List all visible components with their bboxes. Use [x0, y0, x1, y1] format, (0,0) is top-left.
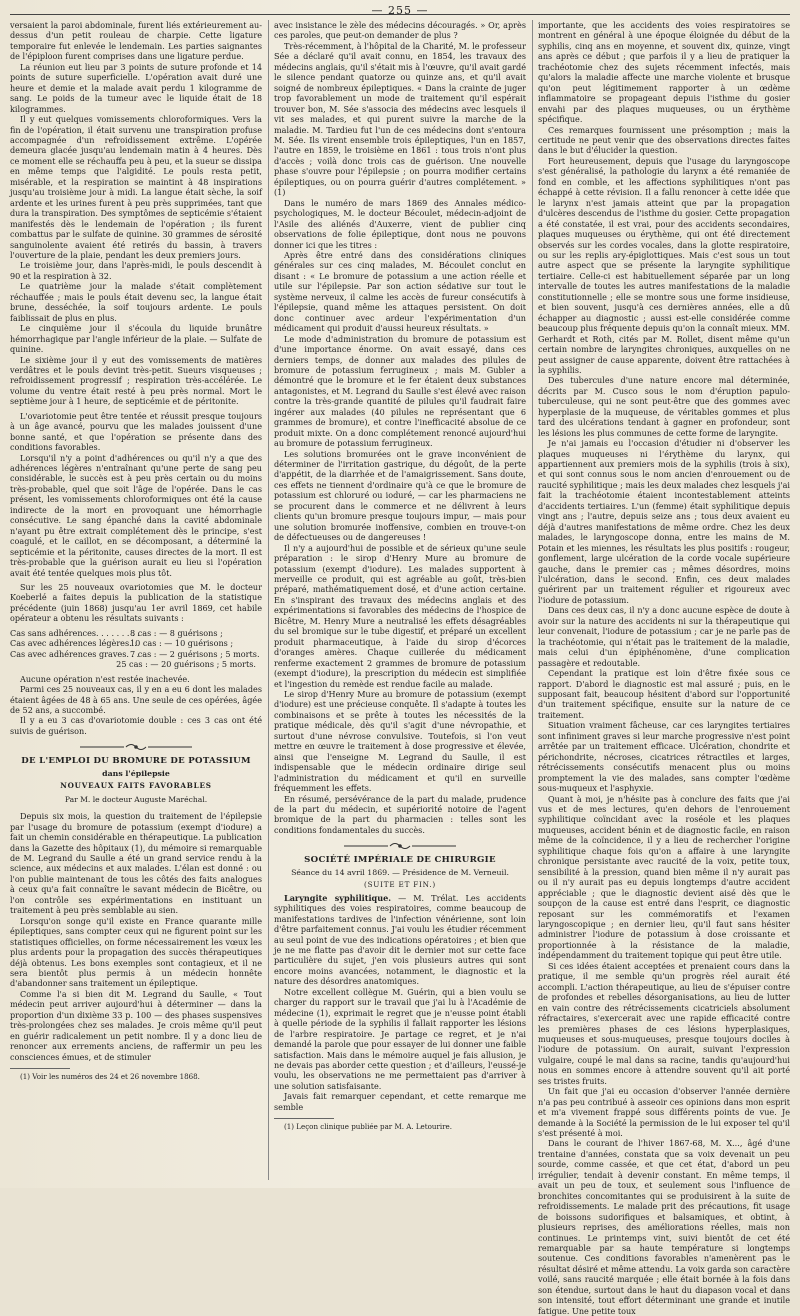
section-subtitle: dans l'épilepsie [102, 768, 170, 778]
column-divider [268, 20, 269, 1180]
section-title: SOCIÉTÉ IMPÉRIALE DE CHIRURGIE [304, 855, 496, 866]
paragraph: Le troisième jour, dans l'après-midi, le pouls descendit à 90 et la respiration à 32. [10, 260, 262, 281]
paragraph: Cependant la pratique est loin d'être fixée sous ce rapport. D'abord le diagnostic est mal assuré ; puis, en le supposant fait, beaucoup hésitent d'abord sur l'opportunité d'un traitement spécifique, ensuite sur la nature de ce traitement. [538, 668, 790, 720]
results-label: Cas avec adhérences graves. . . [10, 648, 140, 659]
lead-heading: Laryngite syphilitique. [284, 892, 392, 903]
section-subtitle: NOUVEAUX FAITS FAVORABLES [60, 781, 212, 791]
column-1 [10, 20, 262, 1180]
results-label: Cas avec adhérences légères. . [10, 638, 137, 649]
paragraph: Le cinquième jour il s'écoula du liquide brunâtre hémorrhagique par l'angle inférieur de la plaie. — Sulfate de quinine. [10, 323, 262, 355]
section-subtitle: (SUITE ET FIN.) [363, 880, 437, 890]
column-2 [274, 20, 526, 1180]
paragraph [274, 893, 526, 987]
paragraph: Ces remarques fournissent une présomption ; mais la certitude ne peut venir que des observations directes faites dans le but d'élucider la question. [538, 124, 790, 156]
paragraph: Le sirop d'Henry Mure au bromure de potassium (exempt d'iodure) est une précieuse conquête. Il s'adapte à toutes les combinaisons et se prête à toutes les nécessités de la pratique médicale, dès qu'il s'agit d'une névropathie, et surtout d'une névrose convulsive. Toutefois, si l'on veut mettre en œuvre le traitement à dose progressive et élevée, ainsi que l'enseigne M. Legrand du Saulle, il est indispensable que le médecin ordinaire dirige seul l'administration du médicament et qu'il en surveille fréquemment les effets. [274, 689, 526, 794]
results-value: 7 cas : — 2 guérisons ; 5 morts. [130, 648, 260, 659]
footnote-rule [274, 1118, 334, 1119]
paragraph: Les solutions bromurées ont le grave inconvénient de déterminer de l'irritation gastrique, du dégoût, de la perte d'appétit, de la diarrhée et de l'amaigrissement. Sans doute, ces effets ne tiennent d'ordinaire qu'à ce que le bromure de potassium est chloruré ou ioduré, — car les pharmaciens ne se procurent dans le commerce et ne délivrent à leurs clients qu'un bromure presque toujours impur, — mais pour une solution bromurée inoffensive, combien en trouve-t-on de défectueuses ou de dangereuses ! [274, 448, 526, 543]
results-total: 25 cas : — 20 guérisons ; 5 morts. [116, 659, 256, 670]
paragraph: Dans le numéro de mars 1869 des Annales médico-psychologiques, M. le docteur Bécoulet, médecin-adjoint de l'Asile des aliénés d'Auxerre, vient de publier cinq observations de folie épileptique, dont nous ne pouvons donner ici que les titres : [274, 197, 526, 250]
results-value: 10 cas : — 10 guérisons ; [130, 638, 234, 649]
paragraph: avec insistance le zèle des médecins découragés. » Or, après ces paroles, que peut-on demander de plus ? [274, 20, 526, 41]
paragraph: Il y a eu 3 cas d'ovariotomie double : ces 3 cas ont été suivis de guérison. [10, 715, 262, 736]
paragraph: L'ovariotomie peut être tentée et réussit presque toujours à un âge avancé, pourvu que les malades jouissent d'une bonne santé, et que l'opération se présente dans des conditions favorables. [10, 410, 262, 453]
paragraph: Lorsqu'il n'y a point d'adhérences ou qu'il n'y a que des adhérences légères n'entraînant qu'une perte de sang peu considérable, le succès est à peu près certain ou du moins très-probable, quel que soit l'âge de l'opérée. Dans le cas présent, les vomissements chloroformiques ont été la cause indirecte de la mort en provoquant une hémorrhagie consécutive. Le sang épanché dans la cavité abdominale n'ayant pu être extrait complétement dès le principe, s'est coagulé, et le caillot, en se décomposant, a déterminé la septicémie et la péritonite, causes directes de la mort. Il est très-probable que la guérison aurait eu lieu si l'opération avait été tentée quelques mois plus tôt. [10, 452, 262, 578]
paragraph: Le mode d'administration du bromure de potassium est d'une importance énorme. On avait essayé, dans ces derniers temps, de donner aux malades des pilules de bromure de potassium ferrugineux ; mais M. Gubler a démontré que le bromure et le fer étaient deux substances antagonistes, et M. Legrand du Saulle s'est élevé avec raison contre la très-grande quantité de pilules qu'il faudrait faire ingérer aux malades (40 pilules ne représentant que 6 grammes de bromure), et contre l'inefficacité absolue de ce produit mixte. On a donc complétement renoncé aujourd'hui au bromure de potassium ferrugineux. [274, 333, 526, 449]
section-ornament [10, 742, 262, 752]
page-number: — 255 — [371, 4, 429, 17]
paragraph: Des tubercules d'une nature encore mal déterminée, décrits par M. Cusco sous le nom d'éruption papulo-tuberculeuse, qui ne sont peut-être que des gommes avec hyperplasie de la muqueuse, de véritables gommes et plus tard des ulcérations tendant à gagner en profondeur, sont les lésions les plus communes de cette forme de laryngite. [538, 375, 790, 438]
paragraph: versaient la paroi abdominale, furent liés extérieurement au-dessus d'un petit rouleau de charpie. Cette ligature temporaire fut enlevée le lendemain. Les parties saignantes de l'épiploon furent comprises dans une ligature perdue. [10, 20, 262, 62]
header-rule [10, 14, 790, 15]
section-title: DE L'EMPLOI DU BROMURE DE POTASSIUM [21, 756, 251, 767]
paragraph: Après être entré dans des considérations cliniques générales sur ces cinq malades, M. Bécoulet conclut en disant : « Le bromure de potassium a une action réelle et utile sur l'épilepsie. Par son action sédative sur tout le système nerveux, il calme les accès de fureur consécutifs à l'épilepsie, quand même les attaques persistent. On doit donc continuer avec ardeur l'expérimentation d'un médicament qui produit d'aussi heureux résultats. » [274, 249, 526, 334]
paragraph: Quant à moi, je n'hésite pas à conclure des faits que j'ai vus et de mes lectures, qu'en dehors de l'enrouement syphilitique coïncidant avec la roséole et les plaques muqueuses, accident bénin et de diagnostic facile, en raison même de la coïncidence, il y a lieu de rechercher l'origine syphilitique chaque fois qu'on a affaire à une laryngite chronique persistante avec raucité de la voix, petite toux, sensibilité à la pression, quand bien même il n'y aurait pas ou il n'y aurait pas eu depuis longtemps d'autre accident appréciable ; que le diagnostic devient aisé dès que le soupçon de la cause est entré dans l'esprit, ce diagnostic reposant sur les commémoratifs et l'examen laryngoscopique ; en dernier lieu, qu'il faut sans hésiter administrer l'iodure de potassium à dose croissante et proportionnée à la résistance de la maladie, indépendamment du traitement topique qui peut être utile. [538, 793, 790, 961]
results-label: Cas sans adhérences. . . . . . . . . [10, 627, 140, 638]
paragraph: Javais fait remarquer cependant, et cette remarque me semble [274, 1091, 526, 1112]
paragraph: La réunion eut lieu par 3 points de suture profonde et 14 points de suture superficielle. L'opération avait duré une heure et demie et la malade avait perdu 1 kilogramme de sang. Le poids de la tumeur avec le liquide était de 18 kilogrammes. [10, 61, 262, 114]
paragraph: En résumé, persévérance de la part du malade, prudence de la part du médecin, et supériorité notoire de l'agent bromique de la part du pharmacien : telles sont les conditions fondamentales du succès. [274, 793, 526, 835]
paragraph: Fort heureusement, depuis que l'usage du laryngoscope s'est généralisé, la pathologie du larynx a été remaniée de fond en comble, et les affections syphilitiques n'ont pas échappé à cette révision. Il a fallu renoncer à cette idée que le larynx n'est jamais atteint que par la propagation d'ulcères descendus de l'isthme du gosier. Cette propagation a été constatée, il est vrai, pour des accidents secondaires, plaques muqueuses ou érythème, qui ont été directement observés sur les cordes vocales, dans la glotte respiratoire, ou sur les replis ary-épiglottiques. Mais c'est sous un tout autre aspect que se présente la laryngite syphilitique tertiaire. Celle-ci est habituellement séparée par un long intervalle de toutes les autres manifestations de la maladie constitutionnelle ; elle se montre sous une forme insidieuse, et bien souvent, jusqu'à ces dernières années, elle a dû échapper au diagnostic ; aussi est-elle considérée comme beaucoup plus fréquente depuis qu'on la connaît mieux. MM. Gerhardt et Roth, cités par M. Rollet, disent même qu'un certain nombre de laryngites chroniques, auxquelles on ne peut assigner de cause apparente, doivent être rattachées à la syphilis. [538, 155, 790, 375]
column-divider [532, 20, 533, 1180]
section-ornament [274, 841, 526, 851]
paragraph: Un fait que j'ai eu occasion d'observer l'année dernière n'a pas peu contribué à asseoir ces opinions dans mon esprit et m'a vivement frappé sous différents points de vue. Je demande à la Société la permission de le lui exposer tel qu'il s'est présenté à moi. [538, 1086, 790, 1139]
paragraph: Aucune opération n'est restée inachevée. [20, 673, 190, 684]
paragraph: Il n'y a aujourd'hui de possible et de sérieux qu'une seule préparation : le sirop d'Henry Mure au bromure de potassium (exempt d'iodure). Les malades supportent à merveille ce produit, qui est agréable au goût, très-bien préparé, mathématiquement dosé, et d'une action certaine. En s'inspirant des travaux des médecins anglais et des expérimentations si favorables des médecins de l'hospice de Bicêtre, M. Henry Mure a neutralisé les effets désagréables du sel bromique sur le tube digestif, et préparé un excellent produit pharmaceutique, à l'aide du sirop d'écorces d'oranges amères. Chaque cuillerée du médicament renferme exactement 2 grammes de bromure de potassium (exempt d'iodure), la prescription du médecin est simplifiée et l'ingestion du remède est rendue facile au malade. [274, 542, 526, 689]
paragraph: Si ces idées étaient acceptées et prenaient cours dans la pratique, il me semble qu'un progrès réel aurait été accompli. L'action thérapeutique, au lieu de s'épuiser contre de profondes et rebelles désorganisations, au lieu de lutter en vain contre des rétrécissements cicatriciels absolument réfractaires, s'exercerait avec une rapide efficacité contre les premières phases de ces lésions hyperplasiques, muqueuses et sous-muqueuses, presque toujours dociles à l'iodure de potassium. On aurait, suivant l'expression vulgaire, coupé le mal dans sa racine, tandis qu'aujourd'hui nous en sommes encore à attendre souvent qu'il ait porté ses tristes fruits. [538, 960, 790, 1086]
paragraph-text: — M. Trélat. Les accidents syphilitiques des voies respiratoires, comme beaucoup de manifestations tardives de l'infection vénérienne, sont loin d'être parfaitement connus. J'ai voulu les étudier récemment au seul point de vue des indications opératoires ; et bien que je ne me flatte pas d'avoir dit le dernier mot sur cette face particulière du sujet, j'en vois plusieurs autres qui sont encore moins avancées, notamment, le diagnostic et la nature des désordres anatomiques. [274, 892, 526, 987]
results-row [10, 649, 262, 659]
paragraph: importante, que les accidents des voies respiratoires se montrent en général à une époque éloignée du début de la syphilis, cinq ans en moyenne, et souvent dix, quinze, vingt ans après ce début ; que parfois il y a lieu de pratiquer la trachéotomie chez des sujets récemment infectés, mais qu'alors la maladie affecte une marche violente et brusque qu'on peut légitimement rapporter à un œdème inflammatoire se propageant depuis l'isthme du gosier envahi par des plaques muqueuses, ou un érythème spécifique. [538, 20, 790, 125]
footnote: (1) Leçon clinique publiée par M. A. Letourire. [284, 1122, 452, 1132]
paragraph: Il y eut quelques vomissements chloroformiques. Vers la fin de l'opération, il était survenu une transpiration profuse accompagnée d'un refroidissement extrême. L'opérée demeura glacée jusqu'au lendemain matin à 4 heures. Dès ce moment elle se réchauffa peu à peu, et la sueur se dissipa en même temps que l'algidité. Le pouls resta petit, misérable, et la respiration se maintint à 48 inspirations jusqu'au troisième jour à midi. La langue était sèche, la soif ardente et les urines furent à peu près supprimées, tant que dura la transpiration. Des symptômes de septicémie s'étaient manifestés dès le lendemain de l'opération ; ils furent combattus par le sulfate de quinine. 30 grammes de sérosité sanguinolente avaient été retirés du bassin, à travers l'ouverture de la plaie, pendant les deux premiers jours. [10, 114, 262, 260]
paragraph: Parmi ces 25 nouveaux cas, il y en a eu 6 dont les malades étaient âgées de 48 à 65 ans. Une seule de ces opérées, âgée de 52 ans, a succombé. [10, 684, 262, 715]
paragraph: Depuis six mois, la question du traitement de l'épilepsie par l'usage du bromure de potassium (exempt d'iodure) a fait un chemin considérable en thérapeutique. La publication dans la Gazette des hôpitaux (1), du mémoire si remarquable de M. Legrand du Saulle a été un grand service rendu à la science, aux médecins et aux malades. L'élan est donné : ou l'on publie maintenant de tous les côtés des faits analogues à ceux qu'a fait connaître le savant médecin de Bicêtre, ou l'on contrôle ses expérimentations en instituant un traitement à peu près semblable au sien. [10, 811, 262, 916]
footnote-rule [10, 1068, 70, 1069]
paragraph: Le sixième jour il y eut des vomissements de matières verdâtres et le pouls devint très-petit. Sueurs visqueuses ; refroidissement progressif ; respiration très-accélérée. Le volume du ventre était resté à peu près normal. Mort le septième jour à 1 heure, de septicémie et de péritonite. [10, 354, 262, 407]
paragraph: Sur les 25 nouveaux ovariotomies que M. le docteur Koeberlé a faites depuis la publication de la statistique précédente (juin 1868) jusqu'au 1er avril 1869, cet habile opérateur a obtenu les résultats suivants : [10, 582, 262, 624]
paragraph: Dans le courant de l'hiver 1867-68, M. X..., âgé d'une trentaine d'années, constata que sa voix devenait un peu sourde, comme cassée, et que cet état, d'abord un peu irrégulier, tendait à devenir constant. En même temps, il avait un peu de toux, et seulement sous l'influence de bronchites concomitantes qui se produisirent à la suite de refroidissements. Le malade prit des précautions, fit usage de boissons sudorifiques et balsamiques, et obtint, à plusieurs reprises, des améliorations réelles, mais non continues. Le printemps vint, suivi bientôt de cet été remarquable par sa haute température si longtemps soutenue. Ces conditions favorables n'amenèrent pas le résultat désiré et même attendu. La voix garda son caractère voilé, sans raucité marquée ; elle était bornée à la fois dans son étendue, surtout dans le haut du diapason vocal et dans son intensité, tout effort déterminant une grande et inutile fatigue. Une petite toux [538, 1138, 790, 1316]
paragraph: Notre excellent collègue M. Guérin, qui a bien voulu se charger du rapport sur le travail que j'ai lu à l'Académie de médecine (1), exprimait le regret que je n'eusse point établi à quelle période de la syphilis il fallait rapporter les lésions de l'arbre respiratoire. Je partage ce regret, et je n'ai demandé la parole que pour essayer de lui donner une faible satisfaction. Mais dans le mémoire auquel je fais allusion, je ne devais pas aborder cette question ; et d'ailleurs, l'eussé-je voulu, les observations ne me permettaient pas d'arriver à une solution satisfaisante. [274, 986, 526, 1091]
footnote: (1) Voir les numéros des 24 et 26 novembre 1868. [20, 1072, 200, 1082]
results-row [10, 638, 262, 648]
results-row [10, 628, 262, 638]
paragraph: Je n'ai jamais eu l'occasion d'étudier ni d'observer les plaques muqueuses ni l'érythème du larynx, qui appartiennent aux premiers mois de la syphilis (trois à six), et qui sont connus sous le nom ancien d'enrouement ou de raucité syphilitique ; mais les deux malades chez lesquels j'ai fait la trachéotomie étaient incontestablement atteints d'accidents tertiaires. L'un (femme) était syphilitique depuis vingt ans ; l'autre, depuis seize ans ; tous deux avaient eu déjà d'autres manifestations de même ordre. Chez les deux malades, le laryngoscope donna, entre les mains de M. Potain et les miennes, les résultats les plus positifs : rougeur, gonflement, large ulcération de la corde vocale supérieure gauche, dans le premier cas ; mêmes désordres, moins l'ulcération, dans le second. Enfin, ces deux malades guérirent par un traitement régulier et rigoureux avec l'iodure de potassium. [538, 438, 790, 605]
section-subtitle: Séance du 14 avril 1869. — Présidence de M. Verneuil. [291, 867, 509, 877]
results-value: 8 cas : — 8 guérisons ; [130, 627, 223, 638]
column-3 [538, 20, 790, 1316]
paragraph: Très-récemment, à l'hôpital de la Charité, M. le professeur Sée a déclaré qu'il avait connu, en 1854, les travaux des médecins anglais, qu'il s'était mis à l'œuvre, qu'il avait gardé le silence pendant quatorze ou quinze ans, et qu'il avait soigné de nombreux épileptiques. « Dans la crainte de juger trop favorablement un mode de traitement qu'il espérait trouver bon, M. Sée s'associa des médecins avec lesquels il vit ses malades, et qui purent suivre la marche de la maladie. M. Tardieu fut l'un de ces médecins dont s'entoura M. Sée. Ils virent ensemble trois épileptiques, l'un en 1857, l'autre en 1859, le troisième en 1861 : tous trois n'ont plus d'accès ; voilà donc trois cas de guérison. Une nouvelle phase s'ouvre pour l'épilepsie ; on pourra modifier certains épileptiques, ou on pourra guérir d'autres complétement. » (1) [274, 40, 526, 198]
paragraph: Situation vraiment fâcheuse, car ces laryngites tertiaires sont infiniment graves si leur marche progressive n'est point arrêtée par un traitement efficace. Ulcération, chondrite et périchondrite, nécroses, cicatrices rétractiles et larges, rétrécissements consécutifs menacent plus ou moins promptement la vie des malades, sans compter l'œdème sous-muqueux et l'asphyxie. [538, 720, 790, 794]
paragraph: Comme l'a si bien dit M. Legrand du Saulle, « Tout médecin peut arriver aujourd'hui à déterminer — dans la proportion d'un dixième 33 p. 100 — des phases suspensives très-prolongées chez ses malades. Je crois même qu'il peut en guérir radicalement un petit nombre. Il y a donc lieu de renoncer aux errements anciens, de raffermir un peu les consciences émues, et de stimuler [10, 988, 262, 1062]
paragraph: Dans ces deux cas, il n'y a donc aucune espèce de doute à avoir sur la nature des accidents ni sur la thérapeutique qui leur convenait, l'iodure de potassium ; car je ne parle pas de la trachéotomie, qui n'était pas le traitement de la maladie, mais celui d'un épiphénomène, d'une complication passagère et redoutable. [538, 605, 790, 668]
byline: Par M. le docteur Auguste Maréchal. [64, 794, 208, 804]
paragraph: Lorsqu'on songe qu'il existe en France quarante mille épileptiques, sans compter ceux qui ne figurent point sur les statistiques officielles, on forme nécessairement les vœux les plus ardents pour la propagation des succès thérapeutiques déjà obtenus. Les bons exemples sont contagieux, et il ne sera bientôt plus permis à un médecin honnête d'abandonner sans traitement un épileptique. [10, 915, 262, 989]
paragraph: Le quatrième jour la malade s'était complètement réchauffée ; mais le pouls était devenu sec, la langue était brune, desséchée, la soif toujours ardente. Le pouls faiblissait de plus en plus. [10, 281, 262, 323]
results-table [10, 628, 262, 670]
